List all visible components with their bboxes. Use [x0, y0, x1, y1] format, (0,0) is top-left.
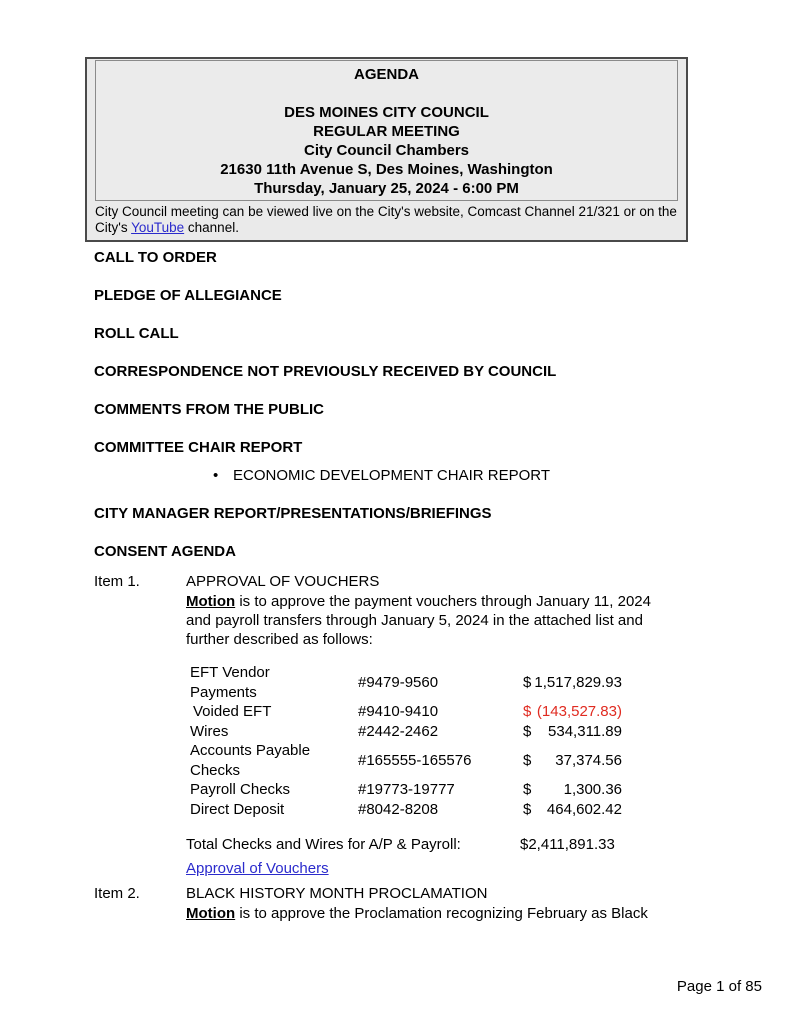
amount-value: 37,374.56 — [555, 751, 622, 769]
bullet-icon: • — [213, 467, 219, 484]
currency-sign: $ — [523, 751, 532, 769]
motion-word: Motion — [186, 905, 236, 922]
approval-of-vouchers-link[interactable]: Approval of Vouchers — [186, 860, 329, 877]
section-public-comments: COMMENTS FROM THE PUBLIC — [94, 401, 324, 418]
voucher-range: #8042-8208 — [358, 800, 439, 818]
section-pledge-of-allegiance: PLEDGE OF ALLEGIANCE — [94, 287, 282, 304]
motion-text: is to approve the payment vouchers through January 11, 2024 and payroll transfers through January 5, 2024 in the attached list and further described as follows: — [186, 593, 651, 648]
voucher-total-row — [186, 835, 734, 854]
voucher-row-ap-checks — [190, 741, 734, 780]
voucher-amount-negative — [523, 702, 622, 722]
voucher-label: EFT Vendor Payments — [190, 664, 270, 701]
voucher-amount — [523, 673, 622, 693]
amount-value: (143,527.83) — [536, 703, 622, 720]
voucher-amount — [523, 780, 622, 800]
amount-value: 1,517,829.93 — [534, 673, 622, 691]
voucher-range: #2442-2462 — [358, 722, 439, 740]
voucher-amount — [523, 751, 622, 771]
section-city-manager-report: CITY MANAGER REPORT/PRESENTATIONS/BRIEFINGS — [94, 505, 492, 522]
voucher-row-voided-eft — [190, 702, 734, 722]
voucher-amount — [523, 722, 622, 742]
header-spacer — [96, 84, 677, 103]
meeting-org: DES MOINES CITY COUNCIL — [284, 104, 489, 121]
item-motion — [186, 592, 678, 649]
currency-sign: $ — [523, 722, 532, 740]
voucher-label: Accounts Payable Checks — [190, 742, 311, 779]
agenda-item-1 — [94, 572, 734, 878]
voucher-label: Wires — [190, 722, 229, 740]
meeting-type: REGULAR MEETING — [313, 123, 460, 140]
header-box — [85, 57, 688, 242]
section-committee-chair-report: COMMITTEE CHAIR REPORT — [94, 439, 303, 456]
amount-value: 464,602.42 — [546, 800, 622, 818]
voucher-total-amount: $2,411,891.33 — [520, 836, 615, 853]
agenda-item-2 — [94, 884, 734, 923]
section-call-to-order: CALL TO ORDER — [94, 249, 217, 266]
item-body — [186, 884, 734, 923]
viewing-note-text-before: City Council meeting can be viewed live on the City's website, Comcast Channel 21/321 or on the City's — [95, 204, 677, 235]
currency-sign: $ — [523, 703, 532, 720]
section-correspondence: CORRESPONDENCE NOT PREVIOUSLY RECEIVED BY COUNCIL — [94, 363, 557, 380]
item-title: APPROVAL OF VOUCHERS — [186, 573, 380, 590]
page-number: Page 1 of 85 — [676, 978, 762, 995]
section-roll-call: ROLL CALL — [94, 325, 179, 342]
bullet-text: ECONOMIC DEVELOPMENT CHAIR REPORT — [233, 467, 550, 484]
item-motion — [186, 904, 678, 923]
voucher-label: Direct Deposit — [190, 800, 285, 818]
motion-text: is to approve the Proclamation recognizing February as Black — [235, 905, 648, 922]
voucher-label: Voided EFT — [193, 703, 272, 720]
item-body — [186, 572, 734, 878]
currency-sign: $ — [523, 781, 532, 798]
amount-value: 534,311.89 — [548, 722, 622, 740]
voucher-range: #165555-165576 — [358, 751, 472, 769]
voucher-range: #9479-9560 — [358, 673, 439, 691]
currency-sign: $ — [523, 800, 532, 818]
currency-sign: $ — [523, 673, 532, 691]
voucher-row-wires — [190, 722, 734, 742]
voucher-table — [186, 663, 734, 819]
viewing-note — [87, 201, 686, 240]
voucher-row-payroll-checks — [190, 780, 734, 800]
agenda-body — [94, 250, 734, 923]
amount-value: 1,300.36 — [563, 781, 622, 798]
voucher-total-label: Total Checks and Wires for A/P & Payroll: — [186, 836, 461, 853]
meeting-datetime: Thursday, January 25, 2024 - 6:00 PM — [254, 180, 519, 197]
meeting-address: 21630 11th Avenue S, Des Moines, Washington — [220, 161, 553, 178]
motion-word: Motion — [186, 593, 236, 610]
agenda-title: AGENDA — [353, 66, 419, 83]
committee-bullet-item — [213, 468, 734, 484]
voucher-row-eft-vendor — [190, 663, 734, 702]
youtube-link[interactable]: YouTube — [131, 220, 185, 235]
voucher-range: #19773-19777 — [358, 781, 455, 798]
item-number: Item 1. — [94, 573, 140, 590]
voucher-amount — [523, 800, 622, 820]
voucher-range: #9410-9410 — [358, 703, 439, 720]
viewing-note-text-after: channel. — [184, 220, 239, 235]
voucher-link-line — [186, 859, 734, 878]
meeting-header — [95, 60, 678, 201]
voucher-label: Payroll Checks — [190, 781, 291, 798]
voucher-row-direct-deposit — [190, 800, 734, 820]
item-number: Item 2. — [94, 885, 140, 902]
section-consent-agenda: CONSENT AGENDA — [94, 543, 236, 560]
meeting-venue: City Council Chambers — [303, 142, 470, 159]
item-title: BLACK HISTORY MONTH PROCLAMATION — [186, 885, 488, 902]
